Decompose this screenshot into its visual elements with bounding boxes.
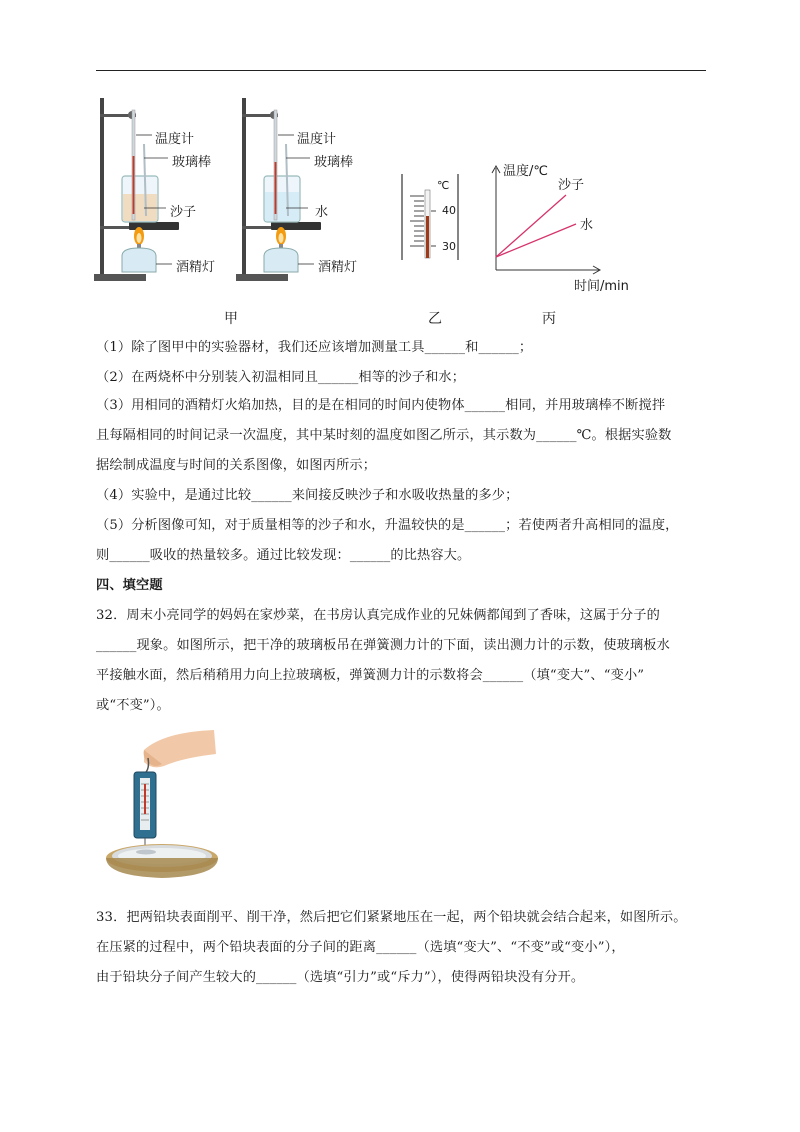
graph-x-label: 时间/min [574, 279, 629, 294]
graph-y-label: 温度/℃ [503, 164, 548, 179]
label-sand: 沙子 [170, 205, 197, 220]
question-3-line-1: （3）用相同的酒精灯火焰加热，目的是在相同的时间内使物体______相同，并用玻璃棒不断搅拌 [96, 398, 666, 413]
label-thermometer: 温度计 [155, 132, 195, 147]
figure-caption-bing: 丙 [542, 311, 556, 327]
thermometer-tick-30: 30 [442, 240, 456, 253]
label-thermometer-2: 温度计 [297, 132, 337, 147]
figure-caption-jia: 甲 [224, 311, 238, 327]
header-rule [96, 70, 706, 71]
label-alcohol-lamp-2: 酒精灯 [318, 260, 358, 275]
question-3-line-2: 且每隔相同的时间记录一次温度，其中某时刻的温度如图乙所示，其示数为______℃。根据实验数 [96, 428, 672, 443]
thermometer-tick-40: 40 [442, 204, 456, 217]
label-water: 水 [315, 205, 329, 220]
question-4: （4）实验中，是通过比较______来间接反映沙子和水吸收热量的多少； [96, 488, 519, 503]
question-32-line-3: 平接触水面，然后稍稍用力向上拉玻璃板，弹簧测力计的示数将会______（填“变大”、“变小” [96, 668, 645, 683]
question-32-line-1: 32．周末小亮同学的妈妈在家炒菜，在书房认真完成作业的兄妹俩都闻到了香味，这属于分子的 [96, 608, 660, 623]
question-5-line-2: 则______吸收的热量较多。通过比较发现：______的比热容大。 [96, 548, 471, 563]
graph-series-water: 水 [580, 218, 594, 233]
label-alcohol-lamp: 酒精灯 [176, 260, 216, 275]
question-32-line-2: ______现象。如图所示，把干净的玻璃板吊在弹簧测力计的下面，读出测力计的示数，使玻璃板水 [96, 638, 670, 653]
apparatus-sand-figure [92, 96, 252, 286]
sand-curve [496, 195, 566, 257]
figure-caption-yi: 乙 [428, 311, 442, 327]
question-32-line-4: 或“不变”）。 [96, 698, 170, 713]
label-glass-rod-2: 玻璃棒 [314, 155, 354, 170]
question-1: （1）除了图甲中的实验器材，我们还应该增加测量工具______和______； [96, 340, 533, 355]
label-glass-rod: 玻璃棒 [172, 155, 212, 170]
spring-scale-photo [104, 728, 224, 884]
question-3-line-3: 据绘制成温度与时间的关系图像，如图丙所示； [96, 458, 377, 473]
question-33-line-1: 33．把两铅块表面削平、削干净，然后把它们紧紧地压在一起，两个铅块就会结合起来，如图所示。 [96, 910, 687, 925]
apparatus-water-figure [234, 96, 394, 286]
thermometer-reading-figure [398, 172, 468, 272]
section-heading: 四、填空题 [96, 578, 163, 593]
question-5-line-1: （5）分析图像可知，对于质量相等的沙子和水，升温较快的是______；若使两者升高相同的温度， [96, 518, 679, 533]
thermometer-unit: ℃ [437, 179, 450, 192]
question-33-line-3: 由于铅块分子间产生较大的______（选填“引力”或“斥力”），使得两铅块没有分开。 [96, 970, 585, 985]
question-2: （2）在两烧杯中分别装入初温相同且______相等的沙子和水； [96, 370, 466, 385]
water-curve [496, 224, 576, 257]
graph-series-sand: 沙子 [558, 178, 585, 193]
question-33-line-2: 在压紧的过程中，两个铅块表面的分子间的距离______（选填“变大”、“不变”或“变小”）， [96, 940, 625, 955]
